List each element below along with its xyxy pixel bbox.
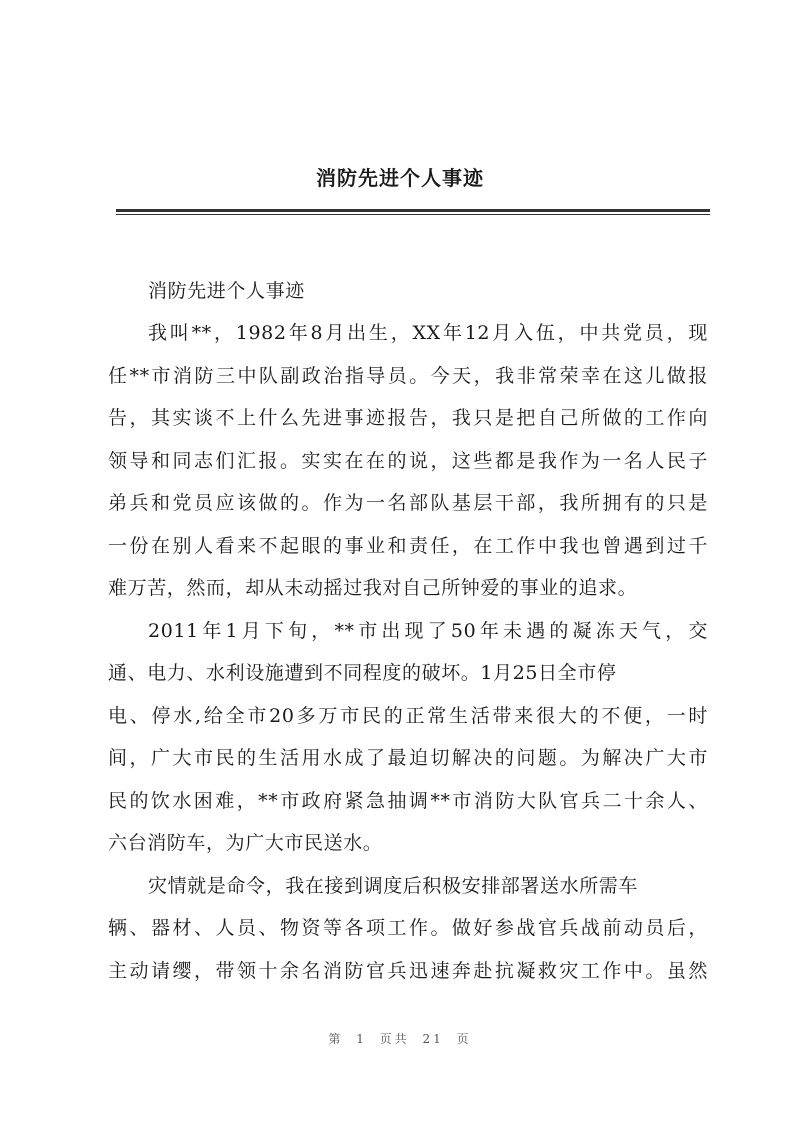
text-line: 间，广大市民的生活用水成了最迫切解决的问题。为解决广大市 (108, 747, 708, 769)
text-line: 弟兵和党员应该做的。作为一名部队基层干部，我所拥有的只是 (108, 492, 708, 514)
text-line: 告，其实谈不上什么先进事迹报告，我只是把自己所做的工作向 (108, 407, 708, 429)
text-line: 难万苦，然而，却从未动摇过我对自己所钟爱的事业的追求。 (108, 577, 638, 599)
paragraph-heading: 消防先进个人事迹 (148, 280, 305, 302)
title-rule-thin (116, 214, 710, 215)
text-line: 通、电力、水利设施遭到不同程度的破坏。1月25日全市停 (108, 662, 617, 684)
text-line: 2011年1月下旬，**市出现了50年未遇的凝冻天气，交 (148, 620, 708, 642)
text-line: 主动请缨，带领十余名消防官兵迅速奔赴抗凝救灾工作中。虽然 (108, 960, 708, 982)
text-line: 电、停水,给全市20多万市民的正常生活带来很大的不便，一时 (108, 705, 708, 727)
document-title: 消防先进个人事迹 (316, 166, 484, 190)
title-rule (116, 209, 710, 212)
text-line: 任**市消防三中队副政治指导员。今天，我非常荣幸在这儿做报 (108, 365, 708, 387)
text-line: 灾情就是命令，我在接到调度后积极安排部署送水所需车 (148, 875, 639, 897)
text-line: 领导和同志们汇报。实实在在的说，这些都是我作为一名人民子 (108, 450, 708, 472)
text-line: 辆、器材、人员、物资等各项工作。做好参战官兵战前动员后， (108, 917, 708, 939)
text-line: 民的饮水困难，**市政府紧急抽调**市消防大队官兵二十余人、 (108, 790, 708, 812)
page-footer: 第 1 页共 21 页 (328, 1032, 472, 1046)
text-line: 一份在别人看来不起眼的事业和责任，在工作中我也曾遇到过千 (108, 535, 708, 557)
text-line: 六台消防车，为广大市民送水。 (108, 832, 383, 854)
text-line: 我叫**，1982年8月出生，XX年12月入伍，中共党员，现 (148, 322, 708, 344)
